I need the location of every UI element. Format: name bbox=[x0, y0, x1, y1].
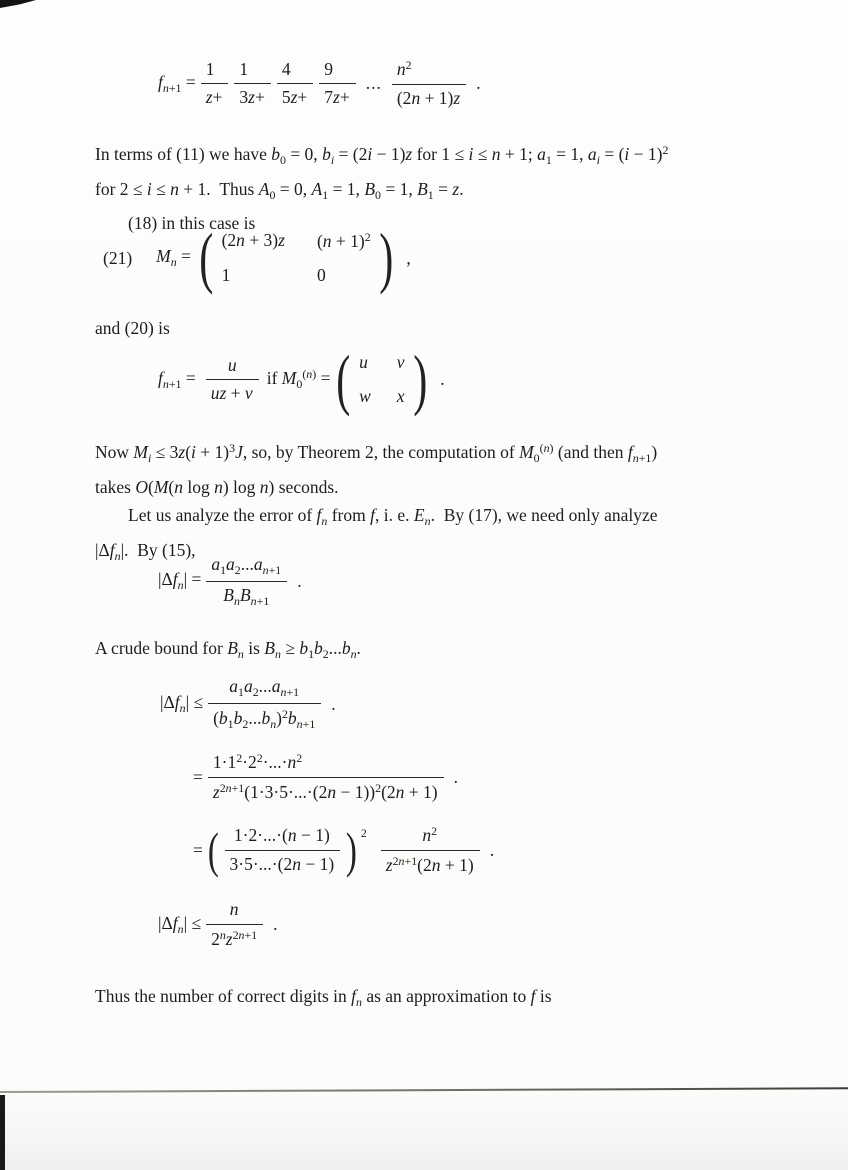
text-line-crude-bound: A crude bound for $B_n$ is $B_n \ge b_1b_2...b_n$. bbox=[95, 638, 361, 662]
fraction-denominator: 3·5·...·(2n − 1) bbox=[229, 854, 335, 875]
scan-artifact-left-strip bbox=[0, 1095, 5, 1170]
matrix-cell: 1 bbox=[221, 265, 231, 286]
fraction-denominator: uz + v bbox=[210, 383, 253, 404]
fraction bbox=[208, 676, 321, 732]
fraction-denominator: 7z+ bbox=[324, 87, 350, 108]
equation-lhs: $|\Delta f_n|$ ≤ bbox=[160, 691, 204, 716]
text-line: Now $M_i \le 3z(i + 1)^3J$, so, by Theorem 2, the computation of $M_0^{(n)}$ (and then $f_{n+1}$) bbox=[95, 441, 658, 466]
fraction-numerator: 1 bbox=[201, 59, 229, 85]
fraction-denominator: (2n + 1)z bbox=[396, 88, 461, 109]
fraction bbox=[392, 58, 466, 110]
fraction-numerator: n bbox=[206, 899, 263, 925]
fraction-numerator: 1·2·...·(n − 1) bbox=[225, 825, 341, 851]
equation-period: . bbox=[297, 570, 302, 591]
matrix-cell: 0 bbox=[316, 265, 326, 286]
fraction-denominator: $z^{2n+1}(1\cdot 3\cdot 5\cdot...\cdot(2n - 1))^2(2n + 1)$ bbox=[212, 781, 438, 803]
text-line: for 2 ≤ i ≤ n + 1. Thus $A_0 = 0$, $A_1 = 1$, $B_0 = 1$, $B_1 = z$. bbox=[95, 178, 464, 202]
equation-lhs: $f_{n+1}$ = bbox=[158, 71, 196, 95]
fraction bbox=[225, 825, 341, 876]
text-line: (18) in this case is bbox=[128, 213, 256, 234]
text-line-and-20-is: and (20) is bbox=[95, 318, 170, 338]
fraction-numerator: 4 bbox=[277, 59, 313, 85]
matrix-cell: x bbox=[396, 386, 405, 407]
fraction-denominator: z+ bbox=[205, 87, 223, 108]
fraction-numerator: 1 bbox=[234, 59, 270, 85]
fraction-denominator: 5z+ bbox=[281, 87, 308, 108]
equation-bound-4 bbox=[158, 899, 278, 951]
fraction-denominator: 3z+ bbox=[239, 87, 265, 108]
matrix-cell: w bbox=[359, 386, 371, 407]
equation-lhs: $M_n$ = bbox=[156, 246, 191, 270]
text-line: In terms of (11) we have $b_0 = 0$, $b_i = (2i - 1)z$ for 1 ≤ i ≤ n + 1; $a_1 = 1$, $a_i = (i - 1)^2$ bbox=[95, 143, 669, 168]
fraction bbox=[206, 899, 263, 951]
fraction bbox=[234, 59, 270, 110]
left-paren: ( bbox=[207, 822, 219, 879]
scan-artifact-top-left bbox=[0, 0, 36, 8]
equation-period: . bbox=[476, 73, 481, 94]
paragraph-complexity-and-error bbox=[95, 434, 658, 570]
fraction-denominator: $B_nB_{n+1}$ bbox=[223, 584, 270, 608]
text-line: takes O(M(n log n) log n) seconds. bbox=[95, 476, 339, 497]
equation-period: . bbox=[440, 369, 445, 390]
matrix-cell: v bbox=[396, 352, 405, 373]
fraction bbox=[206, 355, 259, 406]
right-paren: ) bbox=[346, 822, 357, 879]
fraction bbox=[201, 59, 229, 110]
matrix-left-paren: ( bbox=[199, 219, 214, 296]
equation-condition: if $M_0^{(n)}$ = bbox=[266, 367, 331, 392]
equation-lhs: = bbox=[193, 840, 203, 861]
fraction-numerator: $n^2$ bbox=[392, 58, 466, 85]
equation-bound-2 bbox=[193, 751, 458, 804]
fraction-numerator: $n^2$ bbox=[381, 824, 480, 851]
matrix bbox=[218, 228, 375, 288]
equation-lhs: $|\Delta f_n|$ = bbox=[158, 569, 202, 593]
matrix-cell: $(n + 1)^2$ bbox=[316, 230, 371, 252]
equation-period: . bbox=[331, 693, 336, 714]
matrix-right-paren: ) bbox=[412, 341, 427, 417]
matrix-cell: u bbox=[359, 352, 368, 373]
equation-lhs: = bbox=[193, 767, 203, 788]
fraction bbox=[381, 824, 480, 877]
equation-delta-f-equals bbox=[158, 554, 302, 609]
fraction bbox=[208, 751, 444, 804]
matrix bbox=[355, 350, 408, 409]
matrix-right-paren: ) bbox=[378, 219, 394, 296]
fraction bbox=[277, 59, 313, 110]
fraction bbox=[206, 554, 287, 609]
fraction-denominator: $z^{2n+1}(2n + 1)$ bbox=[385, 854, 474, 876]
squared-exponent: 2 bbox=[360, 826, 367, 840]
text-line-thus-conclusion: Thus the number of correct digits in $f_n$ as an approximation to f is bbox=[95, 986, 552, 1010]
matrix-group bbox=[195, 219, 397, 296]
fraction bbox=[319, 59, 355, 110]
ellipsis: ... bbox=[365, 73, 382, 94]
equation-number: (21) bbox=[103, 247, 133, 268]
text-line: Let us analyze the error of $f_n$ from f, i. e. $E_n$. By (17), we need only analyze bbox=[128, 505, 658, 529]
fraction-numerator: 9 bbox=[319, 59, 355, 85]
fraction-denominator: $(b_1b_2...b_n)^2b_{n+1}$ bbox=[213, 706, 316, 732]
fraction-numerator: $a_1a_2...a_{n+1}$ bbox=[208, 676, 321, 704]
equation-bound-3 bbox=[193, 824, 494, 877]
equation-period: . bbox=[489, 840, 495, 861]
equation-20 bbox=[158, 341, 445, 417]
equation-continued-fraction bbox=[158, 58, 481, 110]
fraction-numerator: u bbox=[206, 355, 259, 381]
equation-bound-1 bbox=[160, 676, 336, 732]
equation-lhs: $|\Delta f_n|$ ≤ bbox=[158, 912, 202, 936]
fraction-numerator: $1\cdot 1^2\cdot 2^2\cdot...\cdot n^2$ bbox=[208, 751, 444, 778]
equation-lhs: $f_{n+1}$ = bbox=[158, 367, 196, 391]
fraction-denominator: $2^nz^{2n+1}$ bbox=[211, 927, 258, 950]
scanner-background bbox=[0, 1093, 848, 1170]
matrix-left-paren: ( bbox=[336, 341, 351, 417]
matrix-group bbox=[332, 341, 431, 417]
fraction-numerator: $a_1a_2...a_{n+1}$ bbox=[206, 554, 287, 582]
matrix-cell: (2n + 3)z bbox=[221, 230, 285, 250]
equation-comma: , bbox=[406, 247, 411, 268]
text-line: $|\Delta f_n|$. By (15), bbox=[95, 539, 196, 563]
equation-period: . bbox=[453, 767, 458, 788]
equation-period: . bbox=[273, 914, 278, 935]
